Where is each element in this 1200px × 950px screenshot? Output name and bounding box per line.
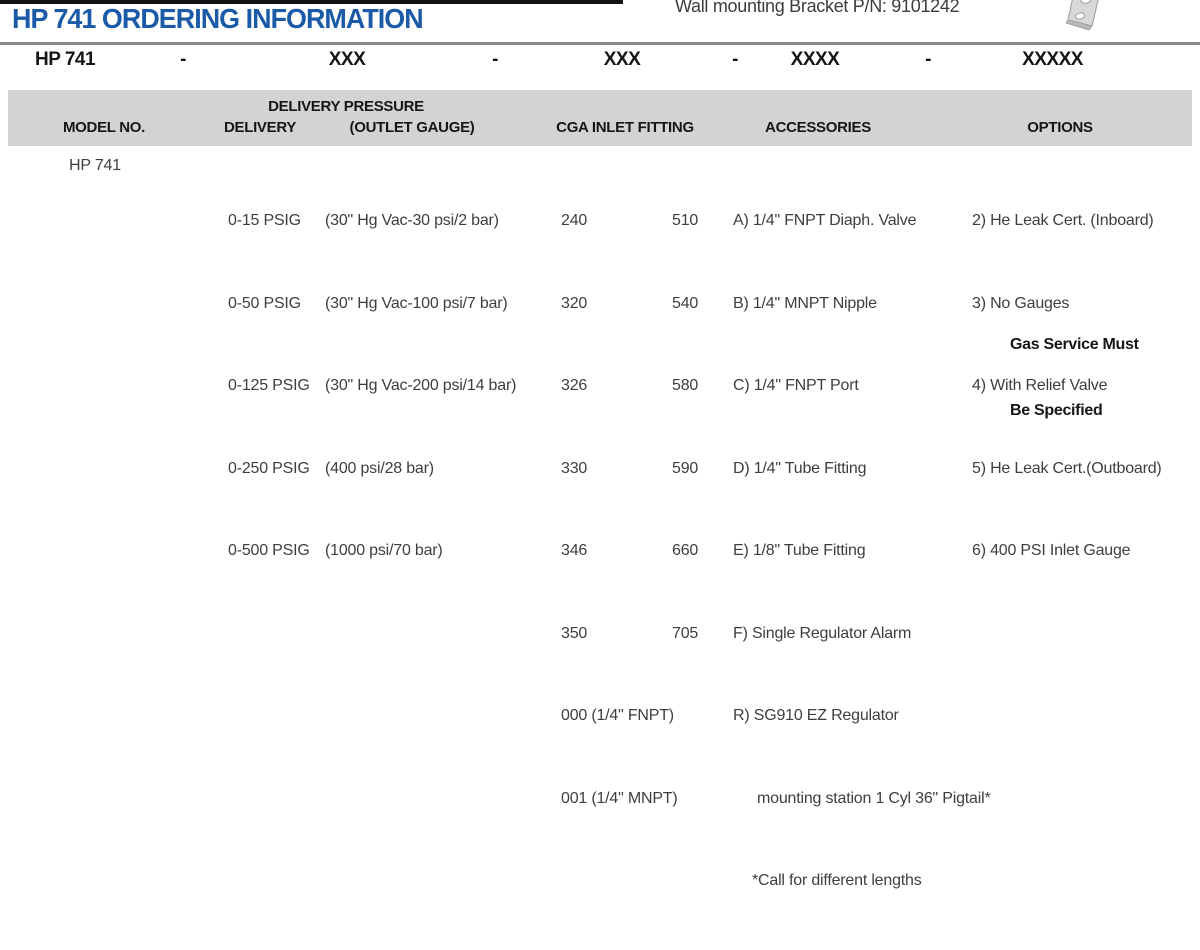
order-code-segment-1: XXX (328, 49, 366, 70)
outlet-gauge: (30" Hg Vac-100 psi/7 bar) (325, 294, 508, 312)
wall-bracket-icon (1056, 0, 1118, 32)
accessory-item: F) Single Regulator Alarm (733, 624, 912, 642)
accessory-footnote: *Call for different lengths (752, 872, 922, 889)
accessory-item: B) 1/4" MNPT Nipple (733, 294, 877, 312)
accessory-item: R) SG910 EZ Regulator (733, 707, 899, 724)
order-code-segment-4: XXXXX (1022, 49, 1083, 70)
outlet-gauge: (1000 psi/70 bar) (325, 542, 443, 559)
cga-code: 330 (561, 459, 588, 477)
delivery-range: 0-125 PSIG (228, 377, 310, 394)
cga-code: 510 (672, 212, 699, 229)
cga-code: 320 (561, 294, 588, 312)
cga-code: 326 (561, 377, 588, 394)
delivery-range: 0-50 PSIG (228, 294, 301, 312)
option-item: 5) He Leak Cert.(Outboard) (972, 459, 1162, 477)
order-code-dash-2: - (492, 49, 498, 70)
outlet-gauge: (30" Hg Vac-200 psi/14 bar) (325, 377, 517, 394)
cga-code: 350 (561, 624, 588, 642)
delivery-range-column (228, 152, 310, 620)
cga-code: 590 (672, 459, 699, 477)
outlet-gauge-column (325, 152, 516, 620)
cga-code: 000 (1/4" FNPT) (561, 707, 674, 724)
column-header-accessories: ACCESSORIES (765, 119, 871, 136)
cga-code: 660 (672, 542, 699, 559)
order-code-model: HP 741 (35, 49, 96, 70)
cga-column-1 (561, 152, 678, 867)
accessory-item: A) 1/4" FNPT Diaph. Valve (733, 212, 917, 229)
option-item: 3) No Gauges (972, 294, 1070, 312)
order-code-dash-3: - (732, 49, 738, 70)
outlet-gauge: (400 psi/28 bar) (325, 459, 434, 477)
accessory-item: C) 1/4" FNPT Port (733, 377, 859, 394)
option-item: 4) With Relief Valve (972, 377, 1108, 394)
cga-code: 001 (1/4" MNPT) (561, 789, 678, 807)
outlet-gauge: (30" Hg Vac-30 psi/2 bar) (325, 212, 499, 229)
column-header-outlet-gauge: (OUTLET GAUGE) (349, 119, 475, 136)
delivery-range: 0-15 PSIG (228, 212, 301, 229)
column-header-delivery-pressure-group: DELIVERY PRESSURE (268, 98, 424, 115)
page-title: HP 741 ORDERING INFORMATION (12, 3, 423, 34)
order-code-row (0, 49, 1200, 79)
cga-code: 540 (672, 294, 699, 312)
gas-service-note (1010, 290, 1139, 466)
accessory-item: D) 1/4" Tube Fitting (733, 459, 867, 477)
option-item: 2) He Leak Cert. (Inboard) (972, 212, 1154, 229)
gas-service-note-line2: Be Specified (1010, 402, 1103, 419)
accessory-item: E) 1/8" Tube Fitting (733, 542, 866, 559)
delivery-range: 0-500 PSIG (228, 542, 310, 559)
cga-code: 240 (561, 212, 588, 229)
order-code-segment-3: XXXX (790, 49, 840, 70)
column-header-delivery: DELIVERY (223, 119, 297, 136)
table-header-bar (8, 90, 1192, 146)
column-header-options: OPTIONS (1027, 119, 1093, 136)
gas-service-note-line1: Gas Service Must (1010, 336, 1139, 353)
order-code-dash-4: - (925, 49, 931, 70)
order-code-segment-2: XXX (603, 49, 641, 70)
delivery-range: 0-250 PSIG (228, 459, 310, 477)
cga-code: 580 (672, 377, 699, 394)
accessory-item-continuation: mounting station 1 Cyl 36" Pigtail* (757, 789, 991, 807)
model-no-value: HP 741 (69, 157, 121, 174)
cga-code: 346 (561, 542, 588, 559)
option-item: 6) 400 PSI Inlet Gauge (972, 542, 1131, 559)
order-code-dash-1: - (180, 49, 186, 70)
column-header-model-no: MODEL NO. (62, 119, 146, 136)
cga-code: 705 (672, 624, 699, 642)
wall-bracket-note: Wall mounting Bracket P/N: 9101242 (675, 0, 960, 16)
title-divider (0, 42, 1200, 45)
column-header-cga-inlet-fitting: CGA INLET FITTING (556, 119, 694, 136)
accessories-column (733, 152, 990, 950)
cga-column-2 (672, 152, 698, 702)
